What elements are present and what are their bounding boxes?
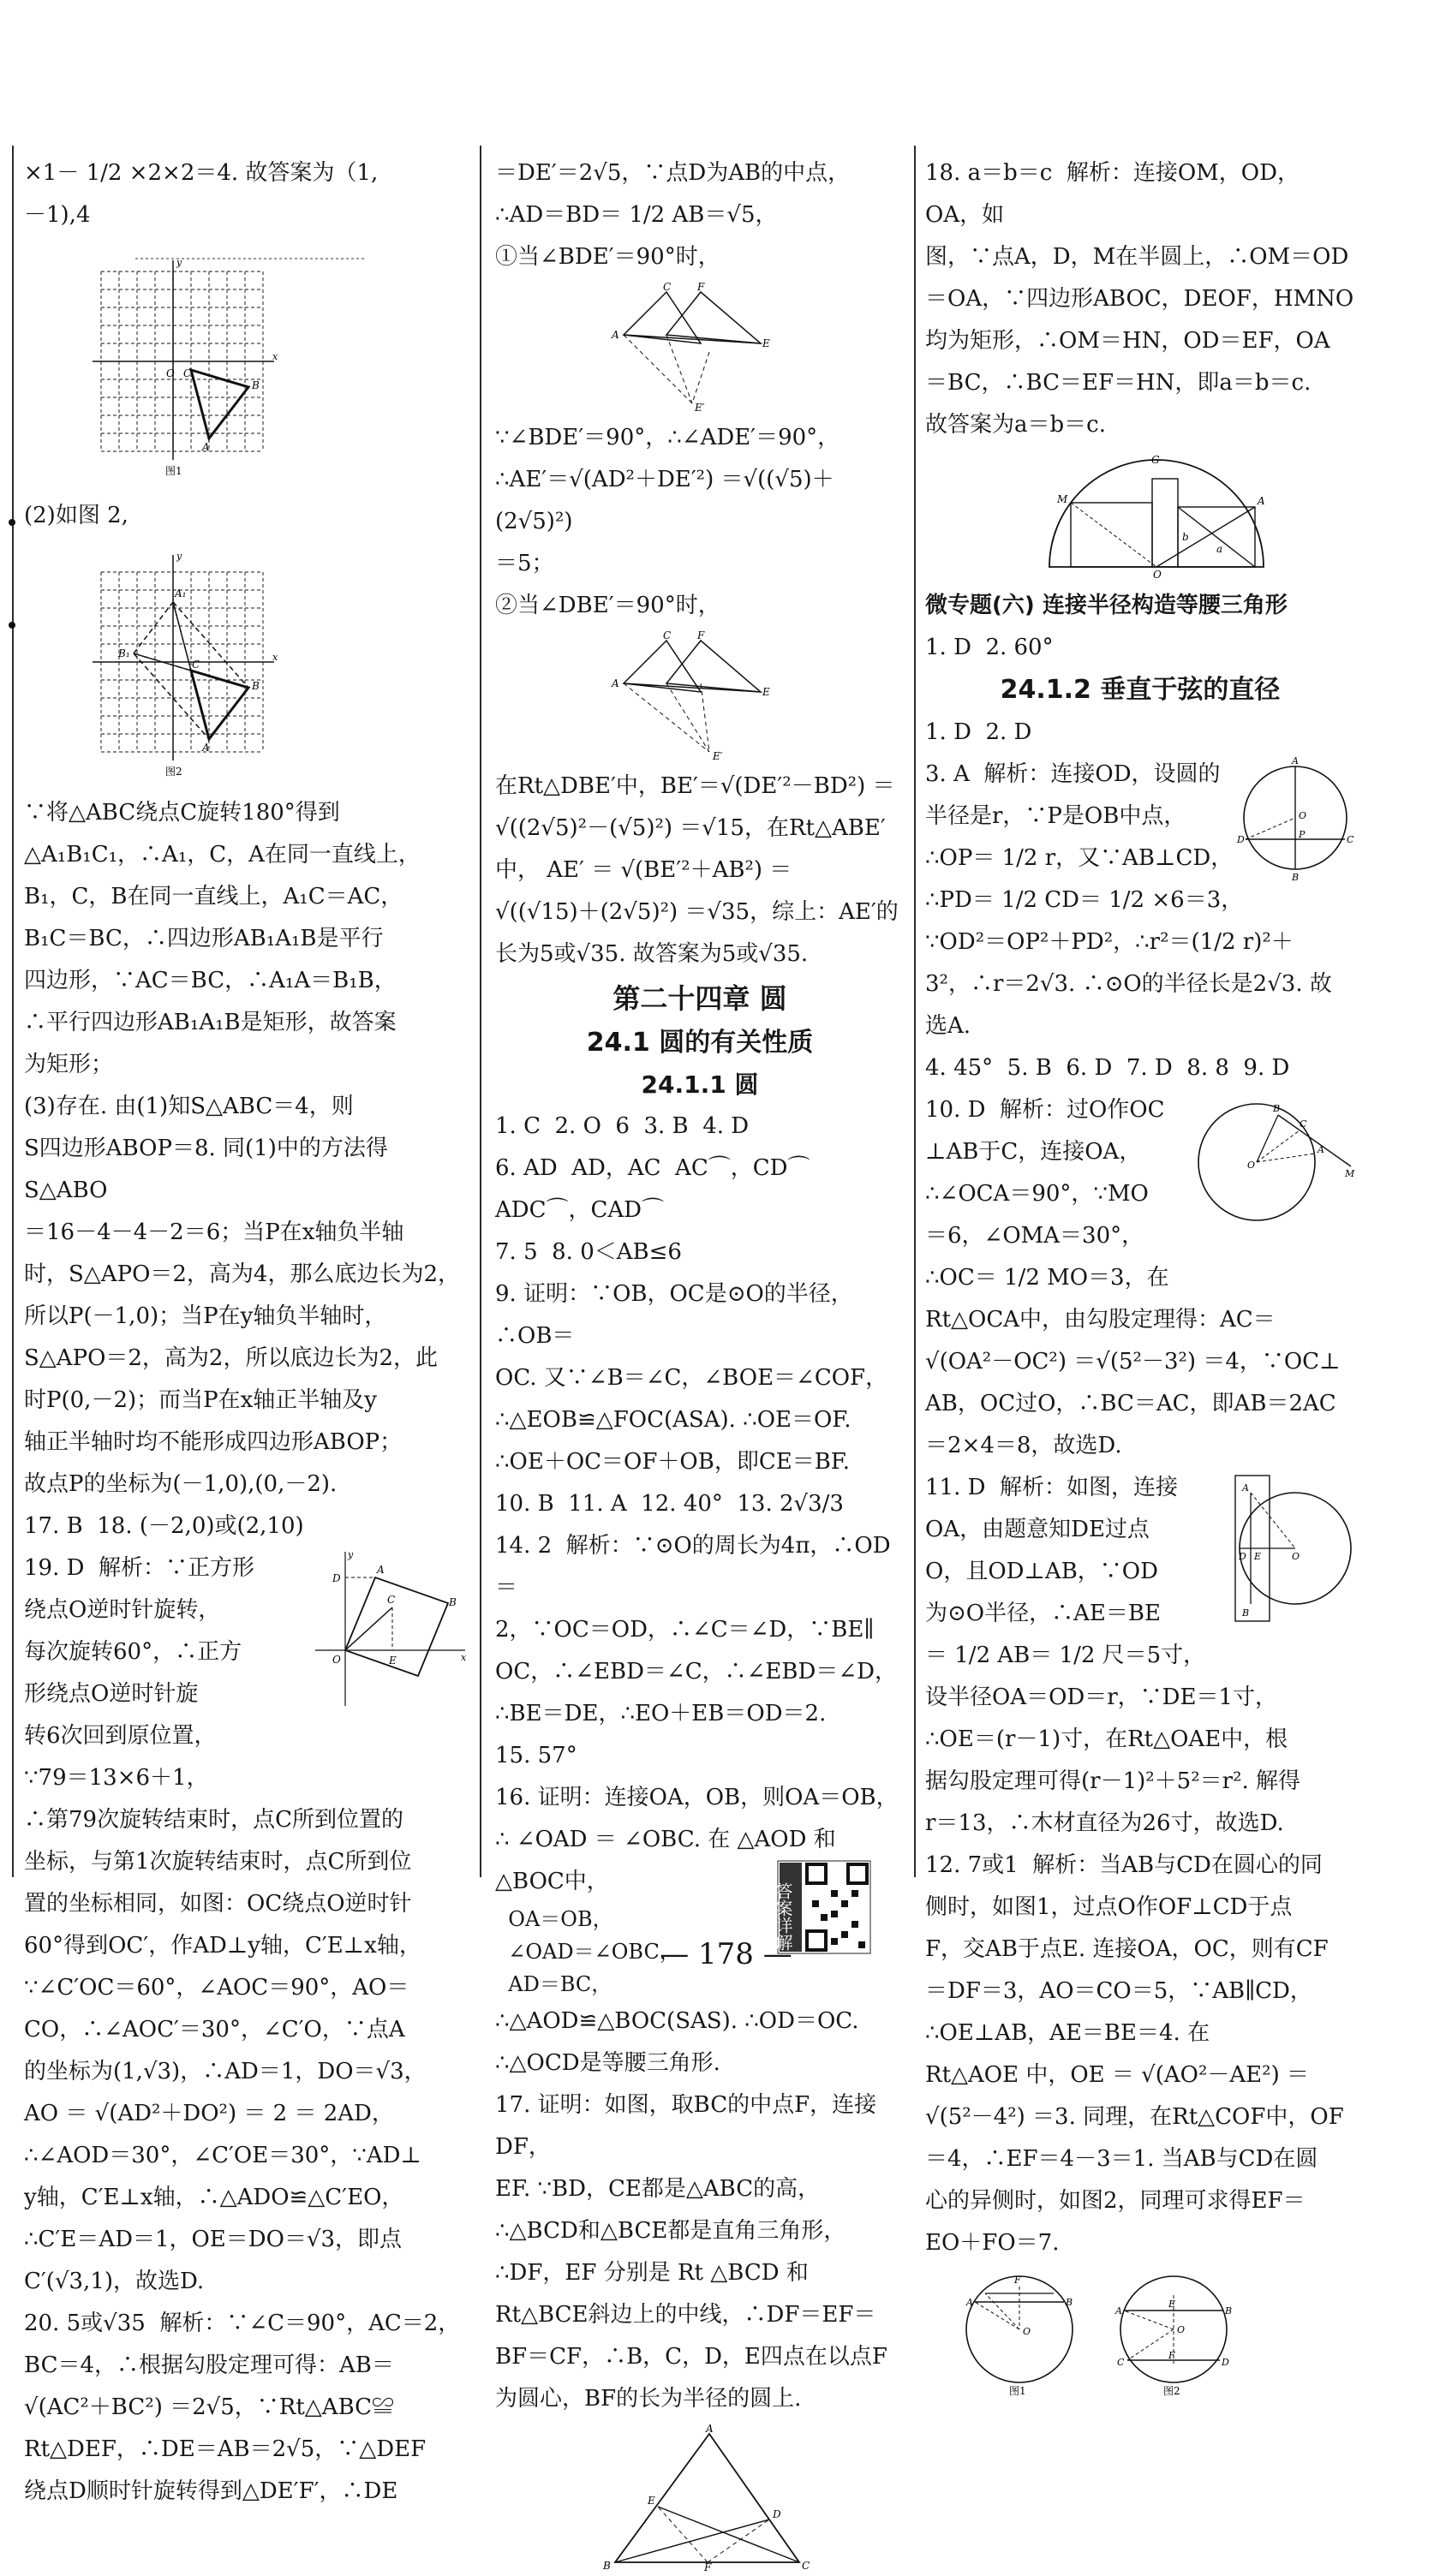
text-line: ∵79＝13×6＋1， xyxy=(24,1765,209,1791)
text-line: OA，由题意知DE过点 xyxy=(925,1517,1150,1542)
svg-text:O: O xyxy=(1153,569,1162,581)
text-line: 60°得到OC′，作AD⊥y轴，C′E⊥x轴， xyxy=(24,1933,421,1959)
text-line: 1. D 2. D xyxy=(925,719,1032,745)
svg-text:B: B xyxy=(1225,2305,1233,2317)
svg-text:D: D xyxy=(332,1572,341,1584)
text-line: ∴OP＝ 1/2 r，又∵AB⊥CD， xyxy=(925,845,1234,871)
svg-text:B: B xyxy=(1066,2297,1073,2308)
text-line: √(AC²＋BC²) ＝2√5，∵Rt△ABC≌ xyxy=(24,2394,395,2420)
text-line: 20. 5或√35 解析：∵∠C＝90°，AC＝2， xyxy=(24,2311,461,2336)
svg-text:E: E xyxy=(762,337,770,349)
text-line: ＝DF＝3，AO＝CO＝5，∵AB∥CD， xyxy=(925,1978,1312,2004)
text-line: 2，∵OC＝OD，∴∠C＝∠D，∵BE∥ xyxy=(495,1617,875,1643)
text-line: 故点P的坐标为(－1,0),(0,－2). xyxy=(24,1471,338,1497)
text-line: 1. C 2. O 6 3. B 4. D xyxy=(495,1113,750,1139)
text-line: ＝ 1/2 AB＝ 1/2 尺＝5寸， xyxy=(925,1643,1206,1668)
text-line: ＝4，∴EF＝4－3＝1. 当AB与CD在圆 xyxy=(925,2146,1318,2172)
svg-text:A: A xyxy=(1318,1144,1324,1155)
svg-text:A: A xyxy=(377,1564,385,1576)
svg-text:M: M xyxy=(1057,493,1068,505)
text-line: 坐标，与第1次旋转结束时，点C所到位 xyxy=(24,1849,412,1875)
text-line: 长为5或√35. 故答案为5或√35. xyxy=(495,941,809,967)
svg-text:E: E xyxy=(1168,2299,1176,2310)
svg-text:B: B xyxy=(252,680,260,692)
text-line: 设半径OA＝OD＝r，∵DE＝1寸， xyxy=(925,1685,1278,1710)
svg-text:A: A xyxy=(202,742,210,754)
chapter-title: 第二十四章 圆 xyxy=(612,982,787,1015)
text-line: ∴第79次旋转结束时，点C所到位置的 xyxy=(24,1807,403,1833)
column-3 xyxy=(925,152,1355,2403)
text-line: ×1－ 1/2 ×2×2＝4. 故答案为（1, xyxy=(24,160,379,186)
text-line: √((2√5)²－(√5)²) ＝√15，在Rt△ABE′ xyxy=(495,815,886,841)
svg-text:F: F xyxy=(1014,2275,1021,2286)
text-line: ∴△EOB≌△FOC(ASA). ∴OE＝OF. xyxy=(495,1407,851,1433)
figure-grid-2 xyxy=(24,542,281,790)
text-line: ＝16－4－4－2＝6；当P在x轴负半轴 xyxy=(24,1219,404,1245)
svg-text:D: D xyxy=(1237,834,1245,845)
svg-text:O: O xyxy=(1247,1160,1256,1171)
text-line: 心的异侧时，如图2，同理可求得EF＝ xyxy=(925,2188,1306,2214)
figure-semicircle-rectangles xyxy=(925,451,1355,580)
text-line: 绕点D顺时针旋转得到△DE′F′，∴DE xyxy=(24,2478,398,2504)
text-line: 4. 45° 5. B 6. D 7. D 8. 8 9. D xyxy=(925,1055,1290,1081)
text-line: 18. a＝b＝c 解析：连接OM，OD，OA，如 xyxy=(925,160,1300,228)
text-line: r＝13，∴木材直径为26寸，故选D. xyxy=(925,1810,1284,1836)
text-line: ∴AE′＝√(AD²＋DE′²) ＝√((√5)＋(2√5)²) xyxy=(495,467,834,534)
figure-rotated-square xyxy=(307,1547,469,1710)
text-line: 3. A 解析：连接OD，设圆的 xyxy=(925,761,1221,787)
figure-triangle-abc-heights xyxy=(495,2425,905,2571)
svg-text:F: F xyxy=(1168,2350,1175,2361)
svg-text:O: O xyxy=(1292,1551,1300,1562)
text-line: 7. 5 8. 0＜AB≤6 xyxy=(495,1239,682,1265)
text-line: ＝DE′＝2√5，∵点D为AB的中点， xyxy=(495,160,851,186)
figure-rotation-case-1 xyxy=(495,283,905,412)
svg-text:y: y xyxy=(176,257,182,268)
left-border-line xyxy=(12,146,14,1877)
column-divider-2 xyxy=(914,146,916,1877)
text-line: S△APO＝2，高为2，所以底边长为2，此 xyxy=(24,1345,439,1371)
text-line: 12. 7或1 解析：当AB与CD在圆心的同 xyxy=(925,1852,1323,1878)
text-line: ②当∠DBE′＝90°时， xyxy=(495,593,720,618)
text-line: 为圆心，BF的长为半径的圆上. xyxy=(495,2386,802,2412)
text-line: 轴正半轴时均不能形成四边形ABOP； xyxy=(24,1429,403,1455)
text-line: 四边形，∵AC＝BC，∴A₁A＝B₁B， xyxy=(24,968,397,993)
text-line: (3)存在. 由(1)知S△ABC＝4，则 xyxy=(24,1094,354,1119)
subsection-title: 24.1.2 垂直于弦的直径 xyxy=(1000,675,1281,705)
figure-caption: 图1 xyxy=(165,465,182,477)
svg-text:A: A xyxy=(202,441,210,453)
column-divider-1 xyxy=(480,146,481,1877)
svg-text:E: E xyxy=(648,2495,655,2507)
svg-text:B: B xyxy=(252,379,260,391)
text-line: C′(√3,1)，故选D. xyxy=(24,2269,205,2294)
text-line: S四边形ABOP＝8. 同(1)中的方法得S△ABO xyxy=(24,1136,388,1203)
text-line: 14. 2 解析：∵⊙O的周长为4π，∴OD＝ xyxy=(495,1533,891,1601)
text-line: B₁C＝BC，∴四边形AB₁A₁B是平行 xyxy=(24,926,384,951)
svg-text:F: F xyxy=(704,2561,712,2573)
svg-text:P: P xyxy=(1299,829,1306,840)
svg-text:A: A xyxy=(706,2423,714,2435)
svg-text:M: M xyxy=(1345,1168,1355,1179)
text-line: AO ＝ √(AD²＋DO²) ＝ 2 ＝ 2AD， xyxy=(24,2101,394,2126)
figure-circle-perpendicular xyxy=(1235,754,1355,882)
text-line: ①当∠BDE′＝90°时， xyxy=(495,244,720,270)
svg-text:O: O xyxy=(1299,810,1307,821)
text-line: √((√15)＋(2√5)²) ＝√35，综上：AE′的 xyxy=(495,899,899,925)
text-line: 据勾股定理可得(r－1)²＋5²＝r². 解得 xyxy=(925,1768,1301,1794)
text-line: 10. D 解析：过O作OC xyxy=(925,1097,1165,1123)
text-line: Rt△BCE斜边上的中线，∴DF＝EF＝ xyxy=(495,2302,876,2328)
text-line: ＝6，∠OMA＝30°， xyxy=(925,1223,1144,1249)
text-line: BF＝CF，∴B，C，D，E四点在以点F xyxy=(495,2344,887,2370)
page-number: — 178 — xyxy=(660,1937,792,1971)
column-1 xyxy=(24,152,469,2513)
text-line: EF. ∵BD，CE都是△ABC的高， xyxy=(495,2176,821,2202)
text-line: ∴△AOD≌△BOC(SAS). ∴OD＝OC. xyxy=(495,2008,859,2034)
text-line: 所以P(－1,0)；当P在y轴负半轴时， xyxy=(24,1303,387,1329)
svg-text:y: y xyxy=(176,551,182,562)
svg-text:x: x xyxy=(272,652,278,663)
svg-text:y: y xyxy=(348,1549,354,1560)
text-line: OC，∴∠EBD＝∠C，∴∠EBD＝∠D， xyxy=(495,1659,897,1685)
svg-text:D: D xyxy=(1239,1551,1246,1562)
column-2 xyxy=(495,152,905,2576)
svg-text:C: C xyxy=(387,1594,396,1606)
text-line: 9. 证明：∵OB，OC是⊙O的半径，∴OB＝ xyxy=(495,1281,853,1349)
text-line: 形绕点O逆时针旋 xyxy=(24,1681,199,1707)
triangle-abc xyxy=(191,370,248,438)
text-line: ∴△BCD和△BCE都是直角三角形， xyxy=(495,2218,846,2244)
text-line: 3²，∴r＝2√3. ∴⊙O的半径长是2√3. 故 xyxy=(925,971,1332,997)
text-line: OC. 又∵∠B＝∠C，∠BOE＝∠COF， xyxy=(495,1365,888,1391)
svg-text:B: B xyxy=(1242,1607,1250,1619)
text-line: 中， AE′ ＝ √(BE′²＋AB²) ＝ xyxy=(495,857,792,883)
svg-text:B: B xyxy=(603,2560,611,2572)
svg-text:G: G xyxy=(1151,454,1160,466)
text-line: Rt△AOE 中，OE ＝ √(AO²－AE²) ＝ xyxy=(925,2062,1309,2088)
subsection-title: 24.1.1 圆 xyxy=(641,1070,759,1099)
svg-text:E: E xyxy=(389,1655,397,1667)
svg-text:C: C xyxy=(663,281,672,293)
svg-text:D: D xyxy=(773,2508,781,2520)
text-line: ∴平行四边形AB₁A₁B是矩形，故答案 xyxy=(24,1010,397,1035)
text-line: √(5²－4²) ＝3. 同理，在Rt△COF中，OF xyxy=(925,2104,1344,2130)
text-line: ∴AD＝BD＝ 1/2 AB＝√5， xyxy=(495,202,778,228)
text-line: △BOC中， xyxy=(495,1869,609,1894)
figure-log-in-circle xyxy=(1227,1467,1355,1630)
part-2-label: (2)如图 2, xyxy=(24,503,128,528)
text-line: ∴∠AOD＝30°，∠C′OE＝30°，∵AD⊥ xyxy=(24,2143,421,2168)
section-title: 24.1 圆的有关性质 xyxy=(586,1028,814,1058)
svg-text:C: C xyxy=(663,629,672,641)
svg-text:C: C xyxy=(1117,2357,1125,2368)
text-line: ∴OE＝(r－1)寸，在Rt△OAE中，根 xyxy=(925,1726,1288,1752)
text-line: ∵将△ABC绕点C旋转180°得到 xyxy=(24,800,340,826)
svg-text:E: E xyxy=(1254,1551,1262,1562)
text-line: 的坐标为(1,√3)，∴AD＝1，DO＝√3， xyxy=(24,2059,427,2084)
svg-text:A: A xyxy=(612,677,619,689)
text-line: ＝5； xyxy=(495,551,554,576)
svg-text:C: C xyxy=(1300,1118,1307,1130)
figure-caption: 图1 xyxy=(1009,2385,1026,2397)
text-line: 每次旋转60°，∴正方 xyxy=(24,1639,242,1665)
svg-text:B: B xyxy=(449,1596,457,1608)
qr-label: 答案详解 xyxy=(773,1882,793,1951)
margin-dot xyxy=(9,519,15,526)
text-line: 19. D 解析：∵正方形 xyxy=(24,1555,254,1581)
text-line: ∴OE⊥AB，AE＝BE＝4. 在 xyxy=(925,2020,1210,2046)
svg-text:F: F xyxy=(697,281,705,293)
text-line: 11. D 解析：如图，连接 xyxy=(925,1475,1178,1500)
text-line: EO＋FO＝7. xyxy=(925,2230,1060,2256)
svg-text:C: C xyxy=(183,367,192,379)
text-line: ∵∠C′OC＝60°，∠AOC＝90°，AO＝ xyxy=(24,1975,409,2001)
figure-rotation-case-2 xyxy=(495,629,905,762)
text-line: ∴ ∠OAD ＝ ∠OBC. 在 △AOD 和 xyxy=(495,1827,836,1852)
figure-grid-1 xyxy=(24,242,281,490)
svg-text:x: x xyxy=(461,1652,467,1663)
text-line: 选A. xyxy=(925,1013,971,1039)
text-line: －1),4 xyxy=(24,202,91,228)
svg-text:A₁: A₁ xyxy=(175,587,187,599)
text-line: OA＝OB， xyxy=(495,1907,613,1931)
text-line: ∴OC＝ 1/2 MO＝3，在 xyxy=(925,1265,1169,1291)
text-line: AD＝BC， xyxy=(495,1972,612,1996)
text-line: △A₁B₁C₁，∴A₁，C，A在同一直线上， xyxy=(24,842,421,868)
text-line: √(OA²－OC²) ＝√(5²－3²) ＝4，∵OC⊥ xyxy=(925,1349,1341,1374)
svg-text:A: A xyxy=(1242,1482,1249,1494)
text-line: 17. 证明：如图，取BC的中点F，连接DF， xyxy=(495,2092,877,2160)
col1-top-text xyxy=(24,152,469,236)
svg-text:A: A xyxy=(966,2297,973,2308)
svg-text:O: O xyxy=(1177,2324,1186,2335)
text-line: ∵OD²＝OP²＋PD²，∴r²＝(1/2 r)²＋ xyxy=(925,929,1294,955)
text-line: Rt△OCA中，由勾股定理得：AC＝ xyxy=(925,1307,1276,1333)
svg-text:A: A xyxy=(1258,495,1265,507)
text-line: 时，S△APO＝2，高为4，那么底边长为2， xyxy=(24,1261,461,1287)
text-line: ∵∠BDE′＝90°，∴∠ADE′＝90°， xyxy=(495,425,840,450)
svg-text:B: B xyxy=(1292,872,1300,883)
text-line: ＝BC，∴BC＝EF＝HN，即a＝b＝c. xyxy=(925,370,1312,396)
text-line: ∴△OCD是等腰三角形. xyxy=(495,2050,720,2076)
text-line: 均为矩形，∴OM＝HN，OD＝EF，OA xyxy=(925,328,1330,354)
text-line: 故答案为a＝b＝c. xyxy=(925,412,1106,438)
text-line: 16. 证明：连接OA，OB，则OA＝OB， xyxy=(495,1785,899,1810)
text-line: ＝OA，∵四边形ABOC，DEOF，HMNO xyxy=(925,286,1354,312)
svg-text:O: O xyxy=(166,367,175,379)
svg-text:C: C xyxy=(802,2560,810,2572)
text-line: y轴，C′E⊥x轴，∴△ADO≌△C′EO， xyxy=(24,2185,404,2210)
text-line: ∴BE＝DE，∴EO＋EB＝OD＝2. xyxy=(495,1701,827,1726)
text-line: 为矩形； xyxy=(24,1052,114,1077)
text-line: AB，OC过O，∴BC＝AC，即AB＝2AC xyxy=(925,1391,1336,1416)
text-line: 置的坐标相同，如图：OC绕点O逆时针 xyxy=(24,1891,412,1917)
text-line: O，且OD⊥AB，∵OD xyxy=(925,1559,1158,1584)
text-line: ∴∠OCA＝90°，∵MO xyxy=(925,1181,1149,1207)
text-line: 1. D 2. 60° xyxy=(925,635,1054,660)
svg-text:B₁: B₁ xyxy=(118,647,130,659)
text-line: ∴OE＋OC＝OF＋OB，即CE＝BF. xyxy=(495,1449,851,1475)
text-line: 半径是r，∵P是OB中点， xyxy=(925,803,1186,829)
svg-text:O: O xyxy=(1023,2326,1031,2337)
svg-text:E′: E′ xyxy=(695,402,705,414)
svg-text:C: C xyxy=(1347,834,1354,845)
text-line: F，交AB于点E. 连接OA，OC，则有CF xyxy=(925,1936,1329,1962)
svg-text:C: C xyxy=(192,659,200,671)
svg-text:a: a xyxy=(1216,543,1223,555)
svg-text:b: b xyxy=(1182,531,1189,543)
svg-text:O: O xyxy=(332,1654,341,1666)
svg-text:x: x xyxy=(272,351,278,362)
svg-text:E: E xyxy=(762,686,770,698)
text-line: ∴PD＝ 1/2 CD＝ 1/2 ×6＝3， xyxy=(925,887,1244,913)
svg-text:E′: E′ xyxy=(713,750,723,762)
text-line: Rt△DEF，∴DE＝AB＝2√5，∵△DEF xyxy=(24,2436,427,2462)
text-line: B₁，C，B在同一直线上，A₁C＝AC， xyxy=(24,884,403,909)
text-line: ∴C′E＝AD＝1，OE＝DO＝√3，即点 xyxy=(24,2227,403,2252)
svg-text:A: A xyxy=(1115,2305,1122,2317)
figure-two-circles xyxy=(925,2269,1285,2398)
text-line: 10. B 11. A 12. 40° 13. 2√3/3 xyxy=(495,1491,844,1517)
svg-text:A: A xyxy=(612,329,619,341)
svg-text:A: A xyxy=(1292,755,1299,766)
text-line: CO，∴∠AOC′＝30°，∠C′O，∵点A xyxy=(24,2017,405,2042)
figure-caption: 图2 xyxy=(165,766,182,778)
svg-text:D: D xyxy=(1222,2357,1229,2368)
text-line: ∠OAD＝∠OBC， xyxy=(495,1940,680,1964)
text-line: 15. 57° xyxy=(495,1743,577,1768)
text-line: ∴DF，EF 分别是 Rt △BCD 和 xyxy=(495,2260,809,2286)
text-line: 为⊙O半径，∴AE＝BE xyxy=(925,1601,1161,1626)
figure-caption: 图2 xyxy=(1163,2385,1180,2397)
text-line: 侧时，如图1，过点O作OF⊥CD于点 xyxy=(925,1894,1293,1920)
margin-dot xyxy=(9,622,15,629)
col1-body-text xyxy=(24,792,469,2513)
text-line: 17. B 18. (－2,0)或(2,10) xyxy=(24,1513,304,1539)
text-line: BC＝4，∴根据勾股定理可得：AB＝ xyxy=(24,2352,394,2378)
text-line: 时P(0,－2)；而当P在x轴正半轴及y xyxy=(24,1387,377,1413)
svg-text:B: B xyxy=(1273,1103,1281,1114)
text-line: 转6次回到原位置， xyxy=(24,1723,217,1749)
text-line: ＝2×4＝8，故选D. xyxy=(925,1433,1122,1458)
figure-circle-chord xyxy=(1192,1089,1355,1226)
text-line: 在Rt△DBE′中，BE′＝√(DE′²－BD²) ＝ xyxy=(495,773,895,799)
text-line: 绕点O逆时针旋转， xyxy=(24,1597,221,1623)
topic-title: 微专题(六) 连接半径构造等腰三角形 xyxy=(925,593,1288,618)
text-line: ⊥AB于C，连接OA， xyxy=(925,1139,1142,1165)
text-line: 图，∵点A，D，M在半圆上，∴OM＝OD xyxy=(925,244,1349,270)
svg-text:F: F xyxy=(697,629,705,641)
text-line: 6. AD AD，AC AC⌒，CD⌒ ADC⌒，CAD⌒ xyxy=(495,1155,824,1223)
